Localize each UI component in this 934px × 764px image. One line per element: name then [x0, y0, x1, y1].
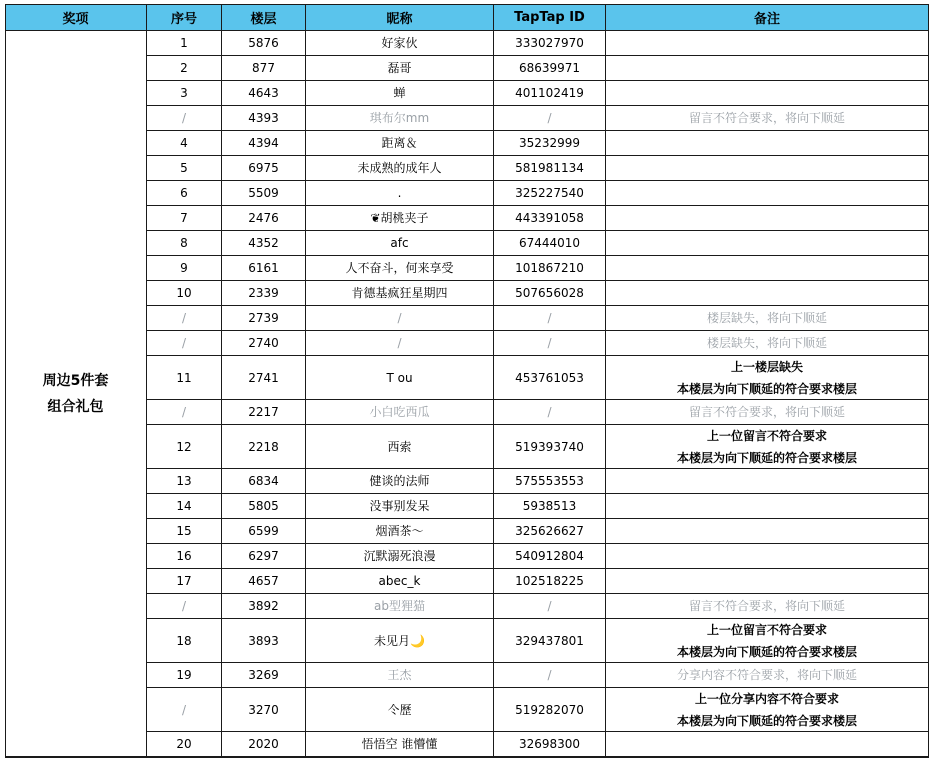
row-nickname-cell: 未成熟的成年人 — [306, 156, 494, 181]
row-floor-cell: 6975 — [222, 156, 306, 181]
row-nickname-cell: 西索 — [306, 425, 494, 469]
remark-line: 留言不符合要求，将向下顺延 — [688, 405, 845, 419]
row-nickname-cell: 蝉 — [306, 81, 494, 106]
row-taptap-id-cell: 401102419 — [494, 81, 606, 106]
row-index-cell: 5 — [147, 156, 222, 181]
row-nickname-cell: / — [306, 331, 494, 356]
row-floor-cell: 6599 — [222, 519, 306, 544]
row-floor-cell: 4352 — [222, 231, 306, 256]
row-remark-cell — [606, 519, 929, 544]
row-index-cell: / — [147, 331, 222, 356]
row-floor-cell: 5805 — [222, 494, 306, 519]
results-table-frame — [5, 4, 929, 758]
row-nickname-cell: 小白吃西瓜 — [306, 400, 494, 425]
row-remark-cell — [606, 331, 929, 356]
row-taptap-id-cell: 581981134 — [494, 156, 606, 181]
row-floor-cell: 3270 — [222, 688, 306, 732]
row-floor-cell: 3892 — [222, 594, 306, 619]
row-nickname-cell: 烟酒茶～ — [306, 519, 494, 544]
row-floor-cell: 3893 — [222, 619, 306, 663]
row-remark-cell — [606, 281, 929, 306]
row-taptap-id-cell: 325227540 — [494, 181, 606, 206]
row-index-cell: 14 — [147, 494, 222, 519]
row-remark-cell — [606, 306, 929, 331]
row-remark-cell — [606, 131, 929, 156]
row-taptap-id-cell: 5938513 — [494, 494, 606, 519]
row-index-cell: 17 — [147, 569, 222, 594]
row-remark-cell — [606, 81, 929, 106]
row-index-cell: / — [147, 688, 222, 732]
row-remark-cell — [606, 206, 929, 231]
row-remark-cell — [606, 688, 929, 732]
row-nickname-cell: ❦胡桃夹子 — [306, 206, 494, 231]
header-index: 序号 — [147, 4, 222, 31]
row-taptap-id-cell: 67444010 — [494, 231, 606, 256]
row-nickname-cell: 磊哥 — [306, 56, 494, 81]
row-index-cell: 18 — [147, 619, 222, 663]
remark-line: 上一位分享内容不符合要求 — [694, 691, 839, 706]
row-floor-cell: 5876 — [222, 31, 306, 56]
row-taptap-id-cell: / — [494, 400, 606, 425]
header-floor: 楼层 — [222, 4, 306, 31]
remark-line: 上一楼层缺失 — [730, 359, 803, 374]
row-index-cell: 6 — [147, 181, 222, 206]
row-remark-cell — [606, 569, 929, 594]
header-prize: 奖项 — [5, 4, 147, 31]
row-remark-cell — [606, 231, 929, 256]
remark-line: 本楼层为向下顺延的符合要求楼层 — [676, 381, 857, 396]
remark-line: 楼层缺失，将向下顺延 — [706, 336, 827, 350]
row-nickname-cell: abec_k — [306, 569, 494, 594]
row-nickname-cell: 肯德基疯狂星期四 — [306, 281, 494, 306]
row-taptap-id-cell: 32698300 — [494, 732, 606, 757]
row-taptap-id-cell: 519282070 — [494, 688, 606, 732]
row-floor-cell: 877 — [222, 56, 306, 81]
row-nickname-cell: 仒歷 — [306, 688, 494, 732]
row-nickname-cell: . — [306, 181, 494, 206]
row-index-cell: 11 — [147, 356, 222, 400]
row-taptap-id-cell: 507656028 — [494, 281, 606, 306]
row-remark-cell — [606, 356, 929, 400]
row-nickname-cell: 没事别发呆 — [306, 494, 494, 519]
row-remark-cell — [606, 663, 929, 688]
row-remark-cell — [606, 594, 929, 619]
row-nickname-cell: 好家伙 — [306, 31, 494, 56]
row-floor-cell: 2218 — [222, 425, 306, 469]
row-remark-cell — [606, 425, 929, 469]
row-taptap-id-cell: 540912804 — [494, 544, 606, 569]
row-taptap-id-cell: / — [494, 306, 606, 331]
row-floor-cell: 4657 — [222, 569, 306, 594]
row-nickname-cell: T ou — [306, 356, 494, 400]
row-floor-cell: 5509 — [222, 181, 306, 206]
row-floor-cell: 4394 — [222, 131, 306, 156]
row-remark-cell — [606, 619, 929, 663]
row-taptap-id-cell: 325626627 — [494, 519, 606, 544]
prize-label: 周边5件套 — [42, 372, 109, 389]
row-taptap-id-cell: 575553553 — [494, 469, 606, 494]
row-index-cell: / — [147, 400, 222, 425]
row-taptap-id-cell: 519393740 — [494, 425, 606, 469]
remark-line: 本楼层为向下顺延的符合要求楼层 — [676, 644, 857, 659]
row-remark-cell — [606, 56, 929, 81]
header-remark: 备注 — [606, 4, 929, 31]
row-floor-cell: 3269 — [222, 663, 306, 688]
row-remark-cell — [606, 181, 929, 206]
row-index-cell: 3 — [147, 81, 222, 106]
prize-label: 组合礼包 — [47, 398, 104, 415]
row-taptap-id-cell: / — [494, 331, 606, 356]
row-floor-cell: 2339 — [222, 281, 306, 306]
row-index-cell: 1 — [147, 31, 222, 56]
row-index-cell: 9 — [147, 256, 222, 281]
header-nickname: 昵称 — [306, 4, 494, 31]
row-floor-cell: 2739 — [222, 306, 306, 331]
row-taptap-id-cell: / — [494, 594, 606, 619]
row-index-cell: 8 — [147, 231, 222, 256]
row-nickname-cell: ab型狸猫 — [306, 594, 494, 619]
row-remark-cell — [606, 256, 929, 281]
remark-line: 留言不符合要求，将向下顺延 — [688, 111, 845, 125]
row-index-cell: / — [147, 306, 222, 331]
winners-table — [5, 4, 929, 758]
row-nickname-cell: 未见月🌙 — [306, 619, 494, 663]
row-index-cell: 4 — [147, 131, 222, 156]
row-remark-cell — [606, 156, 929, 181]
row-nickname-cell: / — [306, 306, 494, 331]
remark-line: 楼层缺失，将向下顺延 — [706, 311, 827, 325]
row-index-cell: 15 — [147, 519, 222, 544]
row-taptap-id-cell: 101867210 — [494, 256, 606, 281]
remark-line: 上一位留言不符合要求 — [706, 622, 827, 637]
row-index-cell: 2 — [147, 56, 222, 81]
row-taptap-id-cell: 453761053 — [494, 356, 606, 400]
remark-line: 本楼层为向下顺延的符合要求楼层 — [676, 450, 857, 465]
row-floor-cell: 4643 — [222, 81, 306, 106]
row-floor-cell: 6297 — [222, 544, 306, 569]
row-index-cell: / — [147, 594, 222, 619]
row-nickname-cell: 距离＆ — [306, 131, 494, 156]
row-remark-cell — [606, 732, 929, 757]
row-remark-cell — [606, 106, 929, 131]
row-floor-cell: 2476 — [222, 206, 306, 231]
row-taptap-id-cell: / — [494, 663, 606, 688]
row-index-cell: 19 — [147, 663, 222, 688]
header-taptap-id: TapTap ID — [494, 4, 606, 31]
prize-cell — [5, 31, 147, 757]
row-index-cell: 13 — [147, 469, 222, 494]
row-index-cell: 10 — [147, 281, 222, 306]
row-floor-cell: 6161 — [222, 256, 306, 281]
row-remark-cell — [606, 494, 929, 519]
row-nickname-cell: 王杰 — [306, 663, 494, 688]
row-remark-cell — [606, 400, 929, 425]
row-remark-cell — [606, 31, 929, 56]
row-taptap-id-cell: 68639971 — [494, 56, 606, 81]
row-taptap-id-cell: 443391058 — [494, 206, 606, 231]
remark-line: 分享内容不符合要求，将向下顺延 — [676, 668, 857, 682]
row-index-cell: 7 — [147, 206, 222, 231]
row-floor-cell: 2020 — [222, 732, 306, 757]
row-nickname-cell: 沉默溺死浪漫 — [306, 544, 494, 569]
row-nickname-cell: 人不奋斗，何来享受 — [306, 256, 494, 281]
remark-line: 上一位留言不符合要求 — [706, 428, 827, 443]
row-taptap-id-cell: 333027970 — [494, 31, 606, 56]
row-remark-cell — [606, 469, 929, 494]
row-taptap-id-cell: 35232999 — [494, 131, 606, 156]
remark-line: 本楼层为向下顺延的符合要求楼层 — [676, 713, 857, 728]
row-index-cell: / — [147, 106, 222, 131]
row-index-cell: 16 — [147, 544, 222, 569]
row-index-cell: 20 — [147, 732, 222, 757]
row-floor-cell: 2741 — [222, 356, 306, 400]
row-nickname-cell: afc — [306, 231, 494, 256]
row-taptap-id-cell: 102518225 — [494, 569, 606, 594]
row-nickname-cell: 健谈的法师 — [306, 469, 494, 494]
row-index-cell: 12 — [147, 425, 222, 469]
row-nickname-cell: 琪布尔mm — [306, 106, 494, 131]
row-nickname-cell: 悟悟空 谁懵懂 — [306, 732, 494, 757]
row-floor-cell: 6834 — [222, 469, 306, 494]
row-taptap-id-cell: 329437801 — [494, 619, 606, 663]
row-floor-cell: 2217 — [222, 400, 306, 425]
row-remark-cell — [606, 544, 929, 569]
remark-line: 留言不符合要求，将向下顺延 — [688, 599, 845, 613]
row-floor-cell: 2740 — [222, 331, 306, 356]
row-taptap-id-cell: / — [494, 106, 606, 131]
row-floor-cell: 4393 — [222, 106, 306, 131]
